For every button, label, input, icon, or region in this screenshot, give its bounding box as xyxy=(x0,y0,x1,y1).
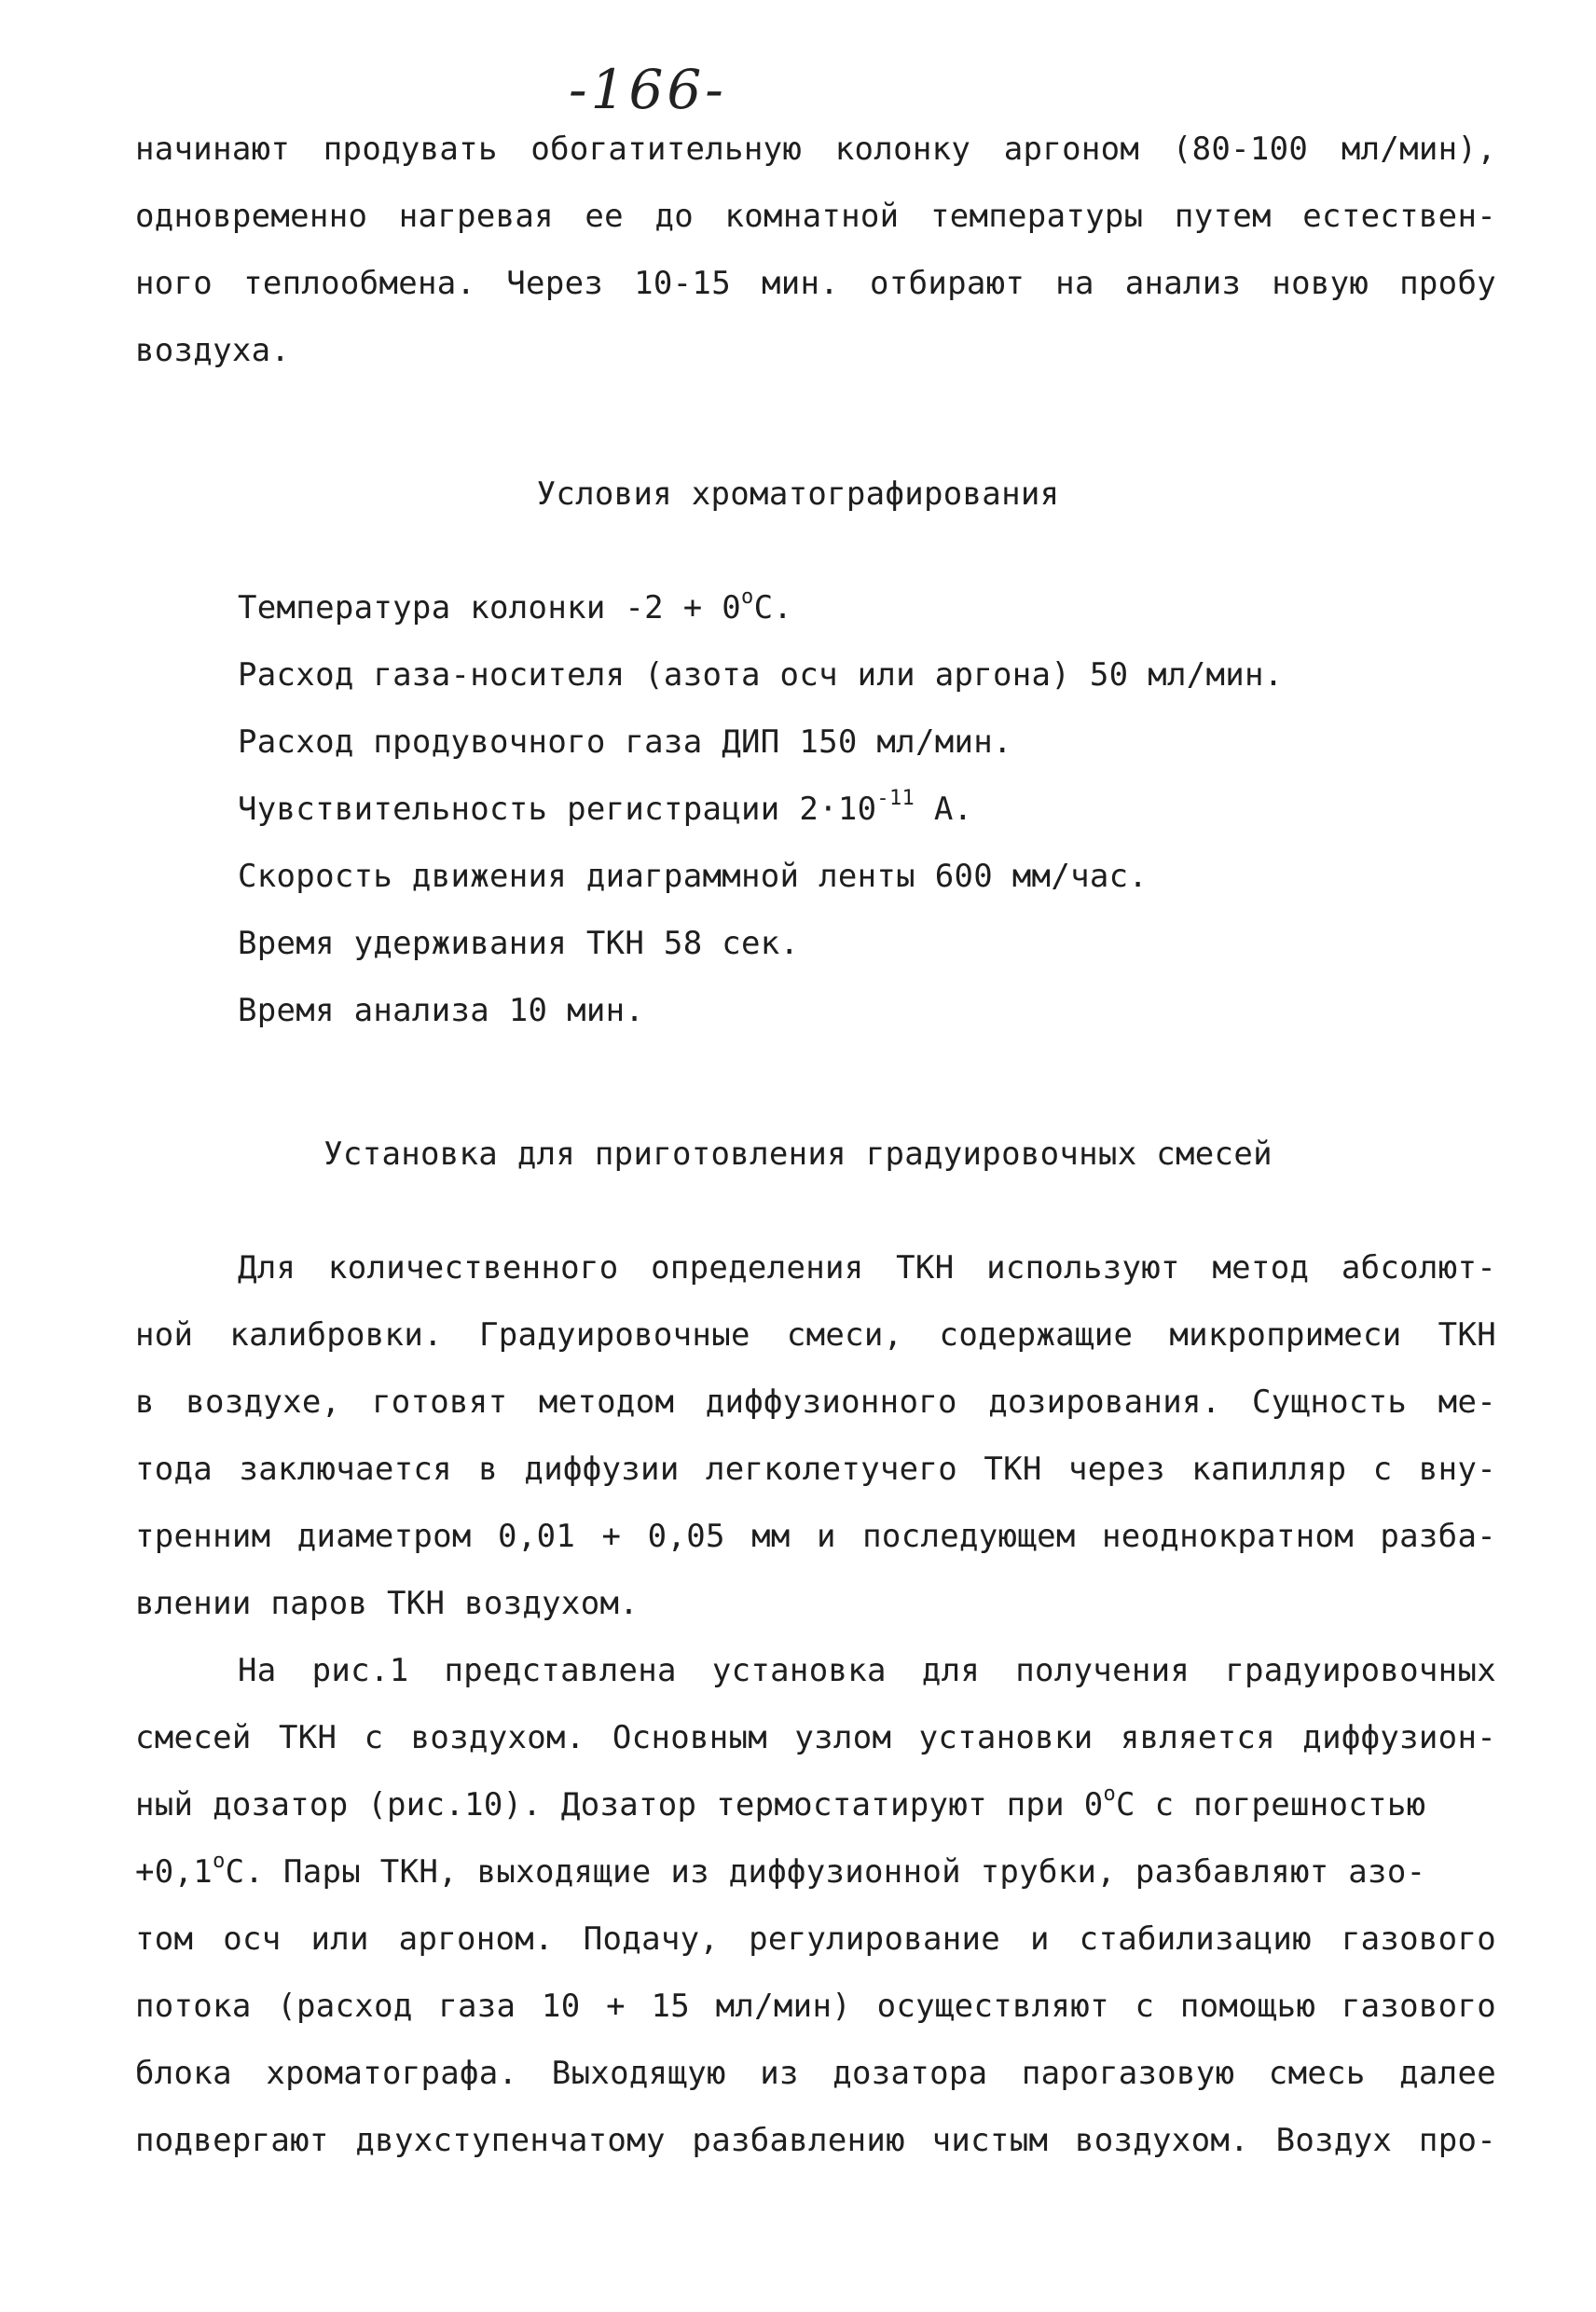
degree-sign: o xyxy=(1103,1782,1117,1806)
paragraph2-line-4: тода заключается в диффузии легколетучего ТКН через капилляр с вну- xyxy=(135,1451,1496,1488)
paragraph3-line-3 xyxy=(135,1782,1426,1823)
paragraph2-line-6: влении паров ТКН воздухом. xyxy=(135,1585,640,1622)
paragraph3-line-5: том осч или аргоном. Подачу, регулирование и стабилизацию газового xyxy=(135,1920,1496,1958)
page-number: -166- xyxy=(569,58,727,121)
paragraph3-line-3-text: ный дозатор (рис.10). Дозатор термостатируют при 0 xyxy=(135,1786,1104,1823)
paragraph1-line-4: воздуха. xyxy=(135,332,291,369)
section-heading-setup: Установка для приготовления градуировочных смесей xyxy=(323,1135,1273,1173)
paragraph2-line-5: тренним диаметром 0,01 + 0,05 мм и последующем неоднократном разба- xyxy=(135,1518,1496,1555)
condition-column-temperature xyxy=(238,585,793,626)
condition-sensitivity-text: Чувствительность регистрации 2·10 xyxy=(238,791,877,828)
paragraph3-line-4 xyxy=(135,1849,1426,1891)
paragraph1-line-3: ного теплообмена. Через 10-15 мин. отбирают на анализ новую пробу xyxy=(135,265,1496,302)
paragraph3-line-4-rest: С. Пары ТКН, выходящие из диффузионной трубки, разбавляют азо- xyxy=(225,1853,1426,1891)
condition-column-temperature-text: Температура колонки -2 + 0 xyxy=(238,589,742,626)
paragraph3-line-6: потока (расход газа 10 + 15 мл/мин) осуществляют с помощью газового xyxy=(135,1988,1496,2025)
paragraph1-line-1: начинают продувать обогатительную колонку аргоном (80-100 мл/мин), xyxy=(135,131,1496,168)
section-heading-conditions: Условия хроматографирования xyxy=(536,475,1060,513)
condition-retention-time: Время удерживания ТКН 58 сек. xyxy=(238,925,800,962)
condition-purge-gas-flow: Расход продувочного газа ДИП 150 мл/мин. xyxy=(238,723,1012,761)
degree-sign: o xyxy=(213,1849,226,1873)
condition-column-temperature-unit: С. xyxy=(753,589,793,626)
paragraph2-line-2: ной калибровки. Градуировочные смеси, содержащие микропримеси ТКН xyxy=(135,1316,1496,1354)
condition-analysis-time: Время анализа 10 мин. xyxy=(238,992,645,1029)
exponent: -11 xyxy=(876,786,915,810)
condition-sensitivity xyxy=(238,786,973,828)
paragraph3-line-8: подвергают двухступенчатому разбавлению чистым воздухом. Воздух про- xyxy=(135,2122,1496,2159)
paragraph3-line-3-rest: С с погрешностью xyxy=(1116,1786,1426,1823)
paragraph2-line-3: в воздухе, готовят методом диффузионного дозирования. Сущность ме- xyxy=(135,1383,1496,1421)
paragraph2-line-1: Для количественного определения ТКН используют метод абсолют- xyxy=(238,1249,1496,1287)
paragraph3-line-1: На рис.1 представлена установка для получения градуировочных xyxy=(238,1652,1496,1689)
paragraph1-line-2: одновременно нагревая ее до комнатной температуры путем естествен- xyxy=(135,198,1496,235)
paragraph3-line-4-text: +0,1 xyxy=(135,1853,213,1891)
paragraph3-line-2: смесей ТКН с воздухом. Основным узлом установки является диффузион- xyxy=(135,1719,1496,1756)
paragraph3-line-7: блока хроматографа. Выходящую из дозатора парогазовую смесь далее xyxy=(135,2055,1496,2092)
condition-chart-speed: Скорость движения диаграммной ленты 600 мм/час. xyxy=(238,858,1149,895)
condition-sensitivity-unit: А. xyxy=(915,791,973,828)
condition-carrier-gas-flow: Расход газа-носителя (азота осч или аргона) 50 мл/мин. xyxy=(238,656,1284,694)
degree-sign: o xyxy=(741,585,754,609)
